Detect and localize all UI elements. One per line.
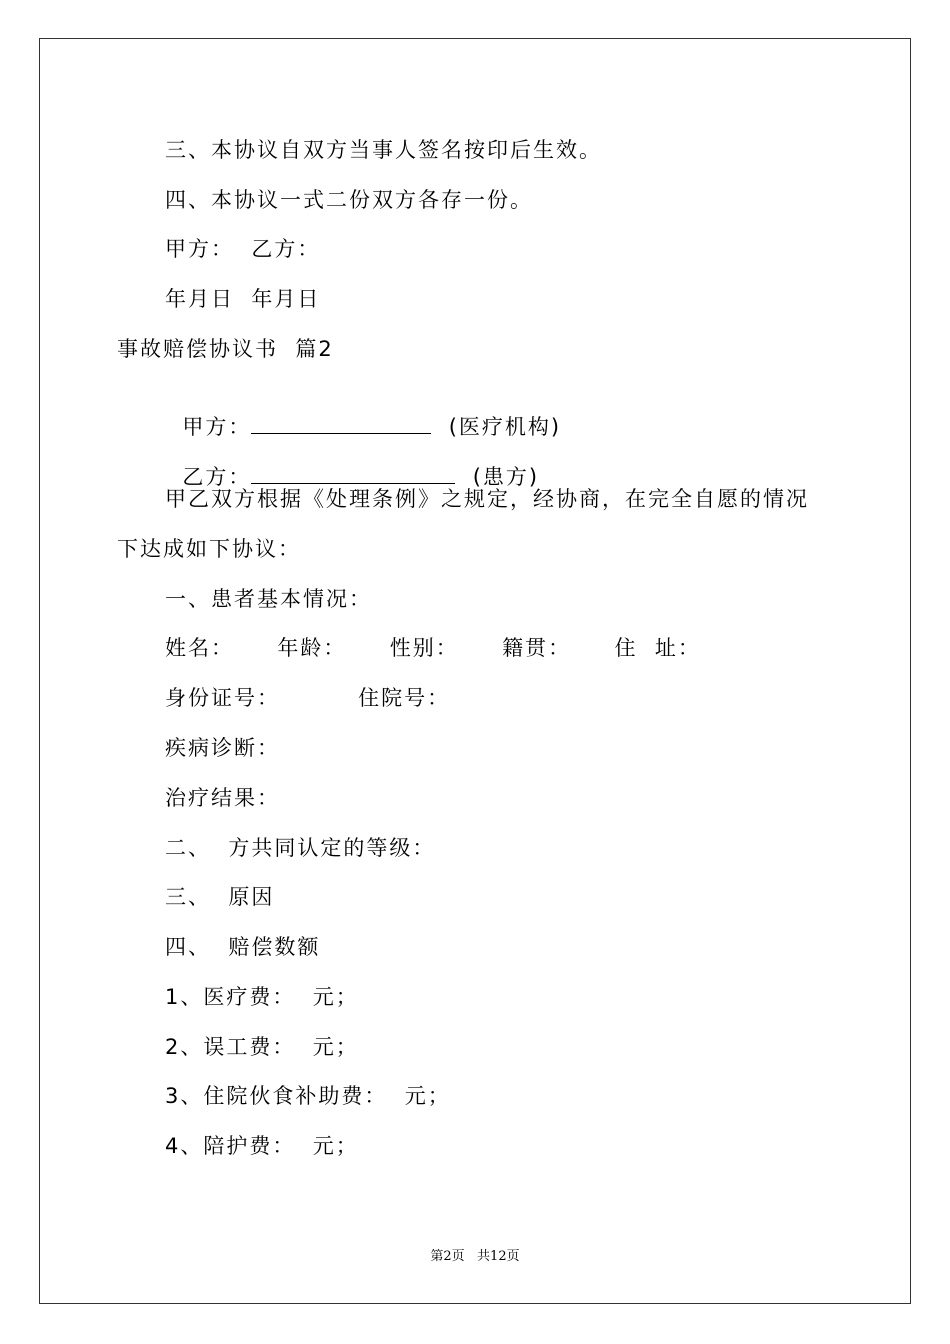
clause-4-compensation: 四、 赔偿数额 [165,935,321,959]
party-a-blank[interactable] [251,413,431,434]
party-b-line [165,435,539,491]
party-a-label: 甲方： [182,415,252,439]
id-admission-fields: 身份证号： 住院号： [165,686,451,710]
party-a-role: (医疗机构) [448,415,562,439]
fee-lost-work: 2、误工费： 元； [165,1035,359,1059]
section-heading: 事故赔偿协议书 篇2 [117,337,334,361]
clause-2-grade: 二、 方共同认定的等级： [165,836,436,860]
clause-3-cause: 三、 原因 [165,885,275,909]
page-number-footer: 第2页 共12页 [430,1249,520,1264]
clause-3-effective: 三、本协议自双方当事人签名按印后生效。 [165,138,602,162]
patient-info-fields: 姓名： 年龄： 性别： 籍贯： 住 址： [165,636,701,660]
signature-parties: 甲方： 乙方： [165,237,321,261]
party-b-blank[interactable] [251,463,455,484]
fee-meal-subsidy: 3、住院伙食补助费： 元； [165,1084,451,1108]
signature-dates: 年月日 年月日 [165,287,321,311]
agreement-intro: 甲乙双方根据《处理条例》之规定，经协商，在完全自愿的情况 [165,487,809,511]
diagnosis-field: 疾病诊断： [165,736,280,760]
clause-4-copies: 四、本协议一式二份双方各存一份。 [165,188,533,212]
agreement-intro-cont: 下达成如下协议： [117,537,301,561]
treatment-result-field: 治疗结果： [165,786,280,810]
party-a-line [165,385,561,441]
party-b-label: 乙方： [182,465,252,489]
party-b-role: (患方) [472,465,540,489]
fee-nursing: 4、陪护费： 元； [165,1134,359,1158]
patient-info-heading: 一、患者基本情况： [165,587,372,611]
fee-medical: 1、医疗费： 元； [165,985,359,1009]
page-frame [39,38,911,1304]
